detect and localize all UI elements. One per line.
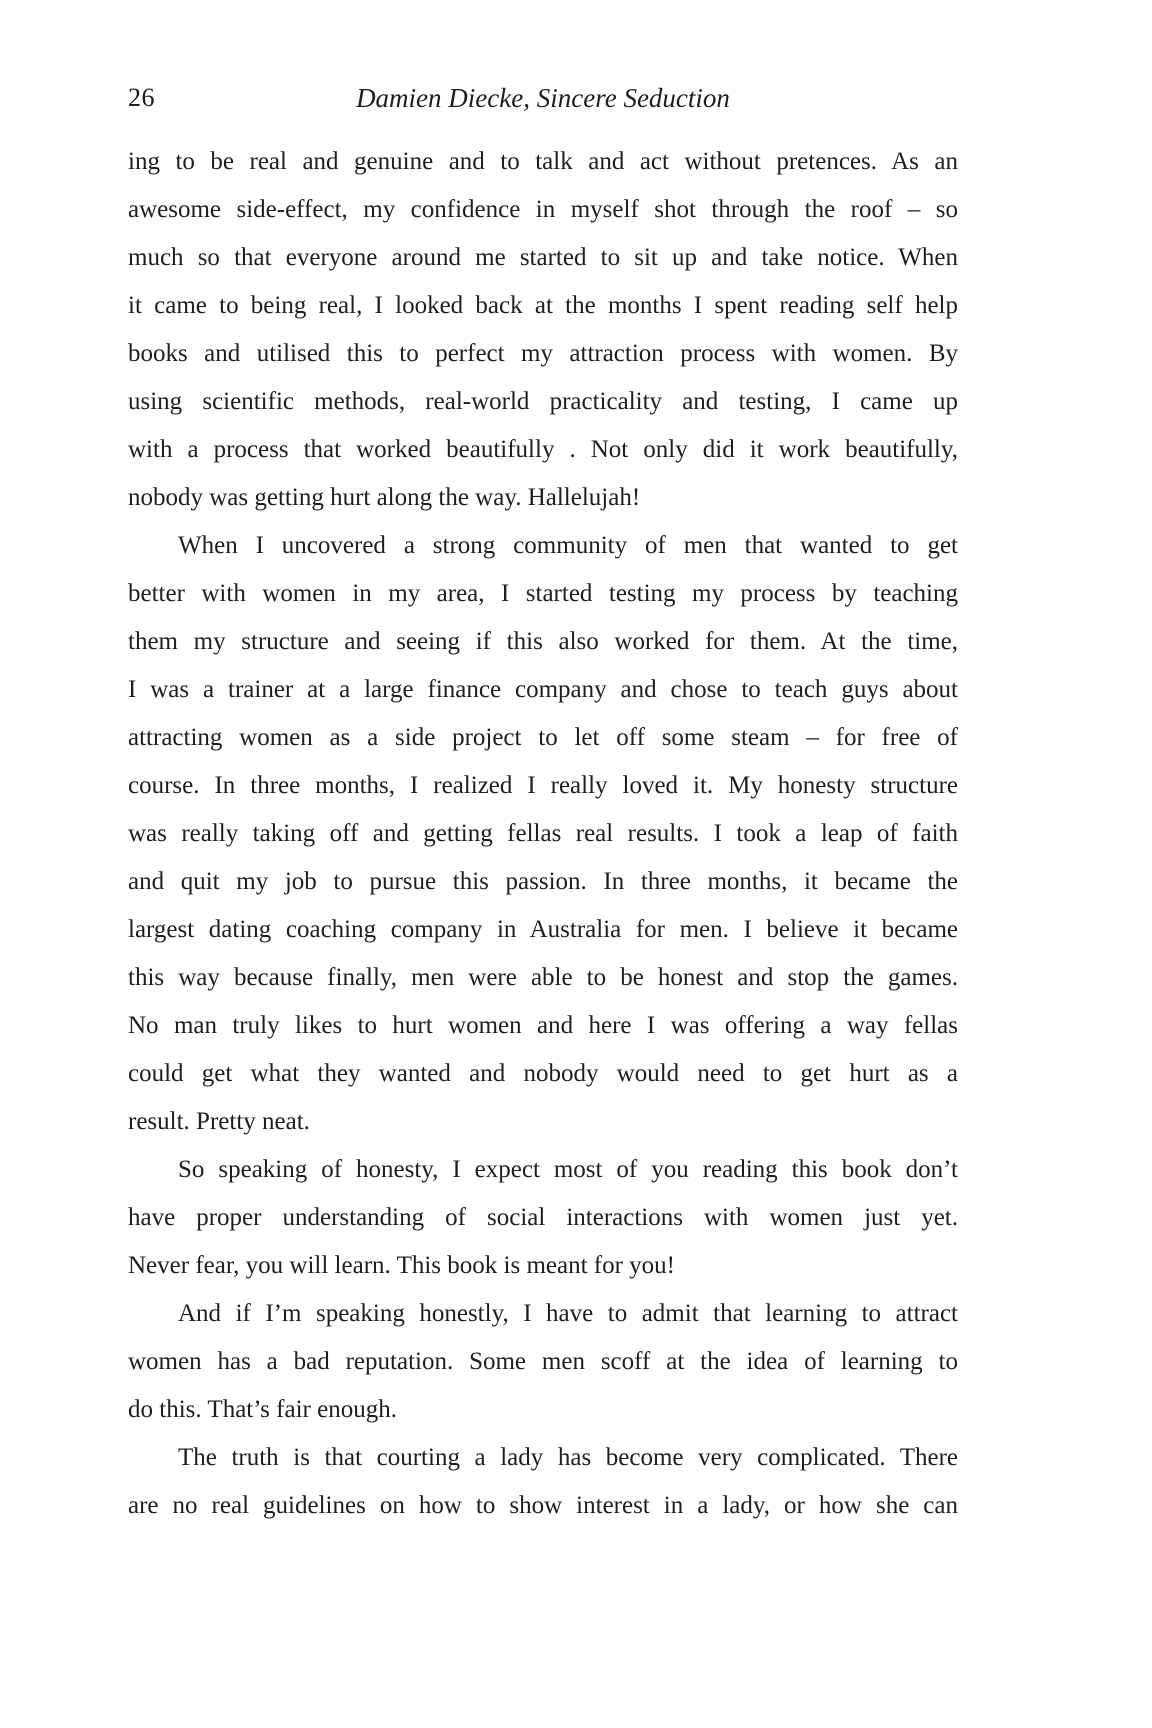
- running-title: Damien Diecke, Sincere Seduction: [356, 83, 730, 113]
- text-line: books and utilised this to perfect my attraction process with women. By: [128, 340, 958, 367]
- text-line: result. Pretty neat.: [128, 1108, 310, 1135]
- text-line: them my structure and seeing if this also worked for them. At the time,: [128, 628, 958, 655]
- text-line: largest dating coaching company in Australia for men. I believe it became: [128, 916, 958, 943]
- text-line: course. In three months, I realized I really loved it. My honesty structure: [128, 772, 958, 799]
- text-line: women has a bad reputation. Some men scoff at the idea of learning to: [128, 1348, 958, 1375]
- text-line: No man truly likes to hurt women and here I was offering a way fellas: [128, 1012, 958, 1039]
- text-line: have proper understanding of social interactions with women just yet.: [128, 1204, 958, 1231]
- text-line: The truth is that courting a lady has become very complicated. There: [178, 1444, 958, 1471]
- text-line: with a process that worked beautifully . Not only did it work beautifully,: [128, 436, 958, 463]
- text-line: do this. That’s fair enough.: [128, 1396, 397, 1423]
- body-text: [128, 138, 958, 1530]
- text-line: and quit my job to pursue this passion. In three months, it became the: [128, 868, 958, 895]
- text-line: I was a trainer at a large finance company and chose to teach guys about: [128, 676, 958, 703]
- text-line: much so that everyone around me started to sit up and take notice. When: [128, 244, 958, 271]
- text-line: nobody was getting hurt along the way. Hallelujah!: [128, 484, 641, 511]
- page-number: 26: [128, 83, 155, 112]
- page-header: [128, 80, 958, 116]
- text-line: Never fear, you will learn. This book is meant for you!: [128, 1252, 675, 1279]
- text-line: attracting women as a side project to let off some steam – for free of: [128, 724, 958, 751]
- text-line: this way because finally, men were able to be honest and stop the games.: [128, 964, 958, 991]
- text-line: And if I’m speaking honestly, I have to admit that learning to attract: [178, 1300, 958, 1327]
- text-line: could get what they wanted and nobody would need to get hurt as a: [128, 1060, 958, 1087]
- text-line: awesome side-effect, my confidence in myself shot through the roof – so: [128, 196, 958, 223]
- text-line: better with women in my area, I started testing my process by teaching: [128, 580, 958, 607]
- text-line: using scientific methods, real-world practicality and testing, I came up: [128, 388, 958, 415]
- text-line: When I uncovered a strong community of men that wanted to get: [178, 532, 958, 559]
- text-line: it came to being real, I looked back at the months I spent reading self help: [128, 292, 958, 319]
- text-line: So speaking of honesty, I expect most of you reading this book don’t: [178, 1156, 958, 1183]
- text-line: ing to be real and genuine and to talk and act without pretences. As an: [128, 148, 958, 175]
- text-line: was really taking off and getting fellas real results. I took a leap of faith: [128, 820, 958, 847]
- text-line: are no real guidelines on how to show interest in a lady, or how she can: [128, 1492, 958, 1519]
